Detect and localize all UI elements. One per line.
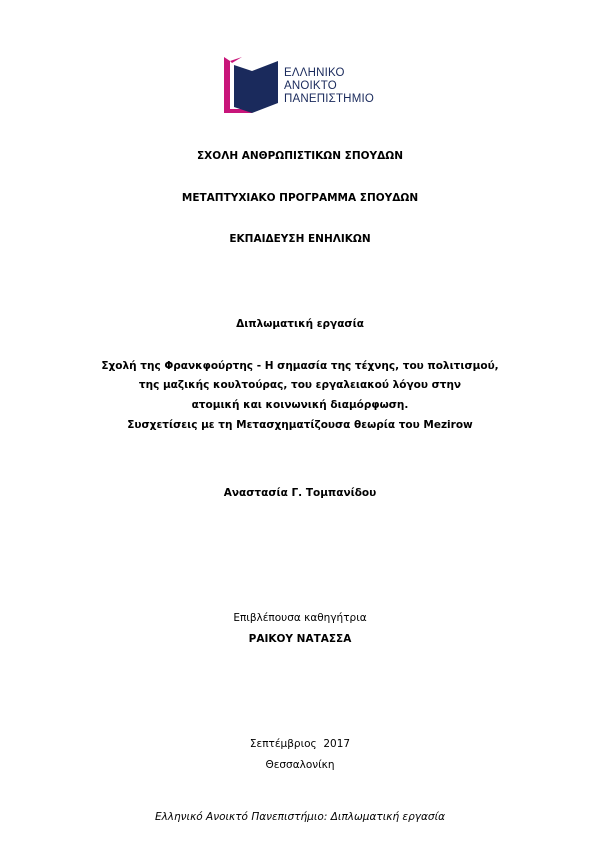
school-name: ΣΧΟΛΗ ΑΝΘΡΩΠΙΣΤΙΚΩΝ ΣΠΟΥΔΩΝ [197,150,403,162]
book-logo-icon [222,55,282,115]
date: Σεπτέμβριος 2017 [249,738,351,750]
logo-line-3: ΠΑΝΕΠΙΣΤΗΜΙΟ [284,93,375,105]
city: Θεσσαλονίκη [265,759,335,771]
supervisor-name: ΡΑΙΚΟΥ ΝΑΤΑΣΣΑ [248,633,352,645]
document-type: Διπλωματική εργασία [236,318,364,330]
logo-wordmark [284,67,374,106]
author-name: Αναστασία Γ. Τομπανίδου [223,487,377,499]
logo-line-1: ΕΛΛΗΝΙΚΟ [284,67,345,79]
footer: Ελληνικό Ανοικτό Πανεπιστήμιο: Διπλωματική εργασία [154,811,446,823]
thesis-title-line-1: Σχολή της Φρανκφούρτης - Η σημασία της τέχνης, του πολιτισμού, [101,360,499,372]
thesis-title-line-3: ατομική και κοινωνική διαμόρφωση. [191,399,409,411]
supervisor-label: Επιβλέπουσα καθηγήτρια [233,612,367,624]
program-name: ΜΕΤΑΠΤΥΧΙΑΚΟ ΠΡΟΓΡΑΜΜΑ ΣΠΟΥΔΩΝ [181,192,419,204]
field-name: ΕΚΠΑΙΔΕΥΣΗ ΕΝΗΛΙΚΩΝ [229,233,371,245]
thesis-title-line-4: Συσχετίσεις με τη Μετασχηματίζουσα θεωρία του Mezirow [127,419,473,431]
thesis-title-line-2: της μαζικής κουλτούρας, του εργαλειακού λόγου στην [138,379,462,391]
university-logo [222,55,382,115]
logo-line-2: ΑΝΟΙΚΤΟ [284,80,337,92]
